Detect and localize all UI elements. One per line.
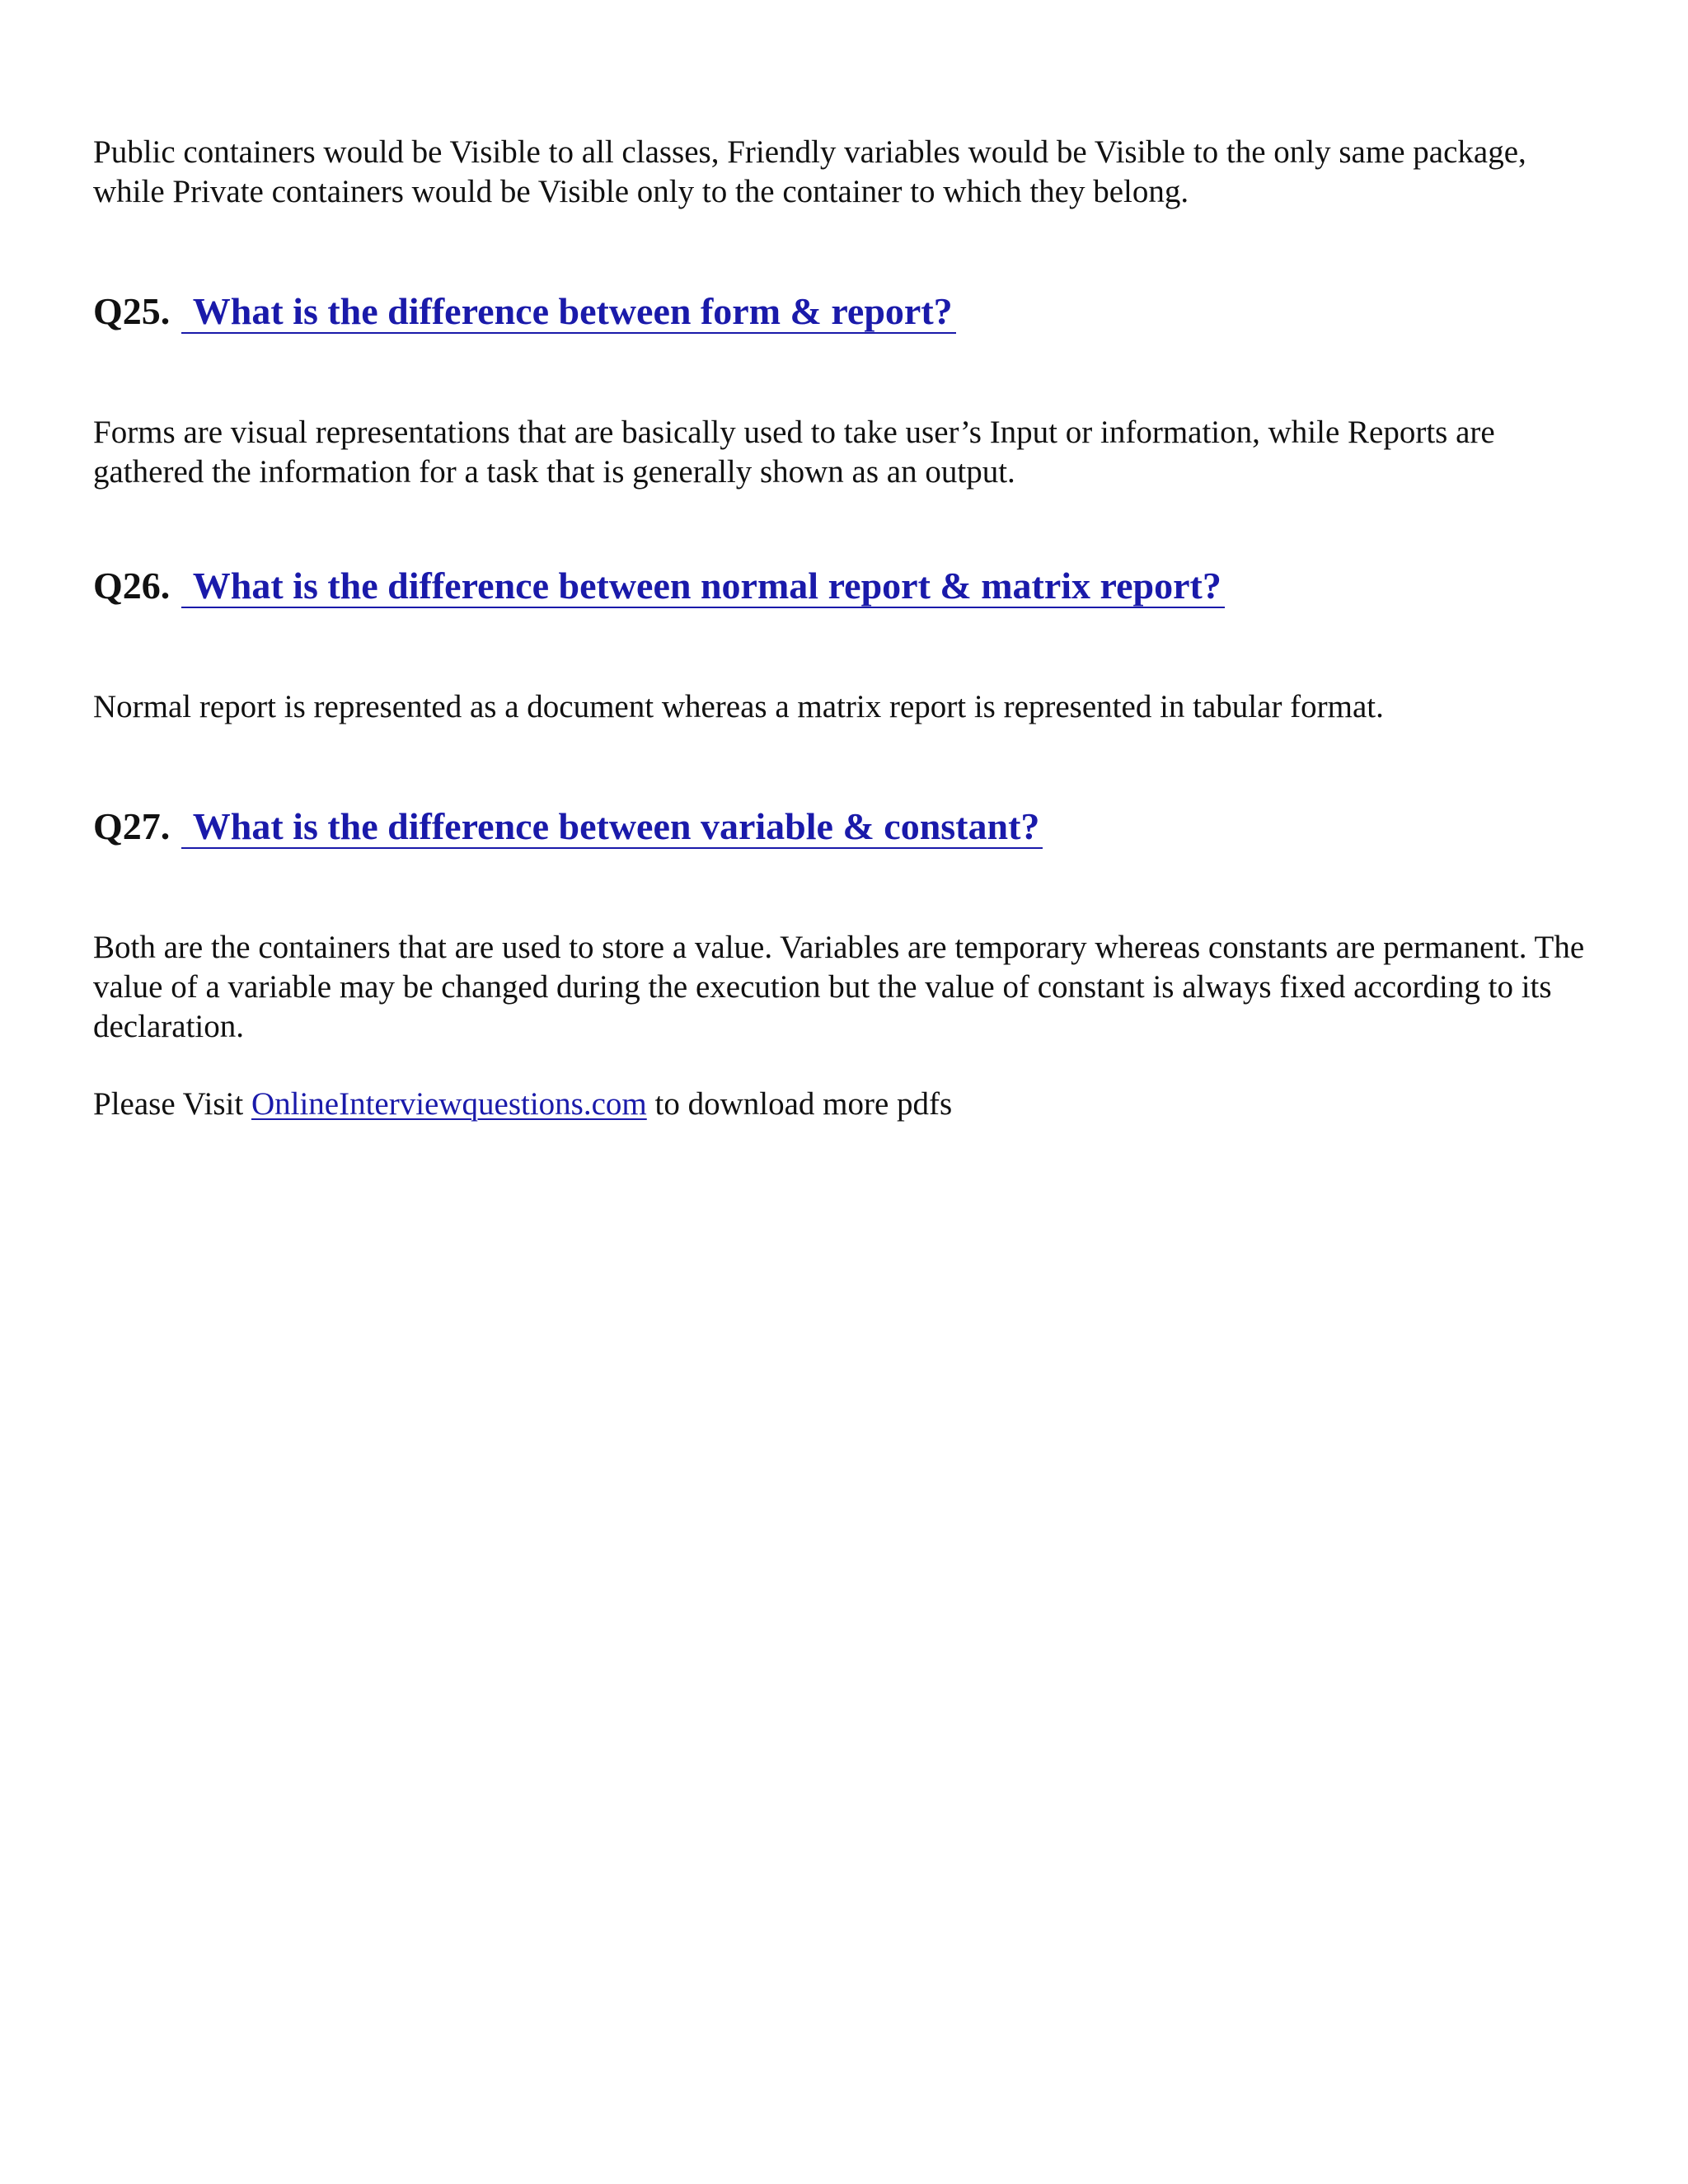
question-27-number: Q27. [93,805,171,847]
footer-site-link[interactable]: OnlineInterviewquestions.com [251,1086,647,1122]
question-25-answer: Forms are visual representations that are basically used to take user’s Input or information, while Reports are gathered the information for a task that is generally shown as an output. [93,415,1495,490]
question-27-link[interactable]: What is the difference between variable & constant? [181,805,1043,849]
question-25-number: Q25. [93,290,171,332]
question-25-link[interactable]: What is the difference between form & report? [181,290,956,334]
question-27-answer: Both are the containers that are used to store a value. Variables are temporary whereas constants are permanent. The value of a variable may be changed during the execution but the value of constant is always fixed according to its declaration. [93,930,1585,1044]
question-25-heading [93,288,956,335]
question-26-answer: Normal report is represented as a document whereas a matrix report is represented in tabular format. [93,689,1384,724]
question-26-number: Q26. [93,565,171,607]
question-26-heading [93,563,1225,609]
intro-paragraph: Public containers would be Visible to all classes, Friendly variables would be Visible to the only same package, while Private containers would be Visible only to the container to which they belong. [93,134,1526,209]
question-26-link[interactable]: What is the difference between normal report & matrix report? [181,565,1225,608]
question-27-heading [93,804,1043,850]
footer-prefix: Please Visit [93,1086,251,1122]
footer-line [93,1085,1601,1124]
footer-suffix: to download more pdfs [646,1086,953,1122]
